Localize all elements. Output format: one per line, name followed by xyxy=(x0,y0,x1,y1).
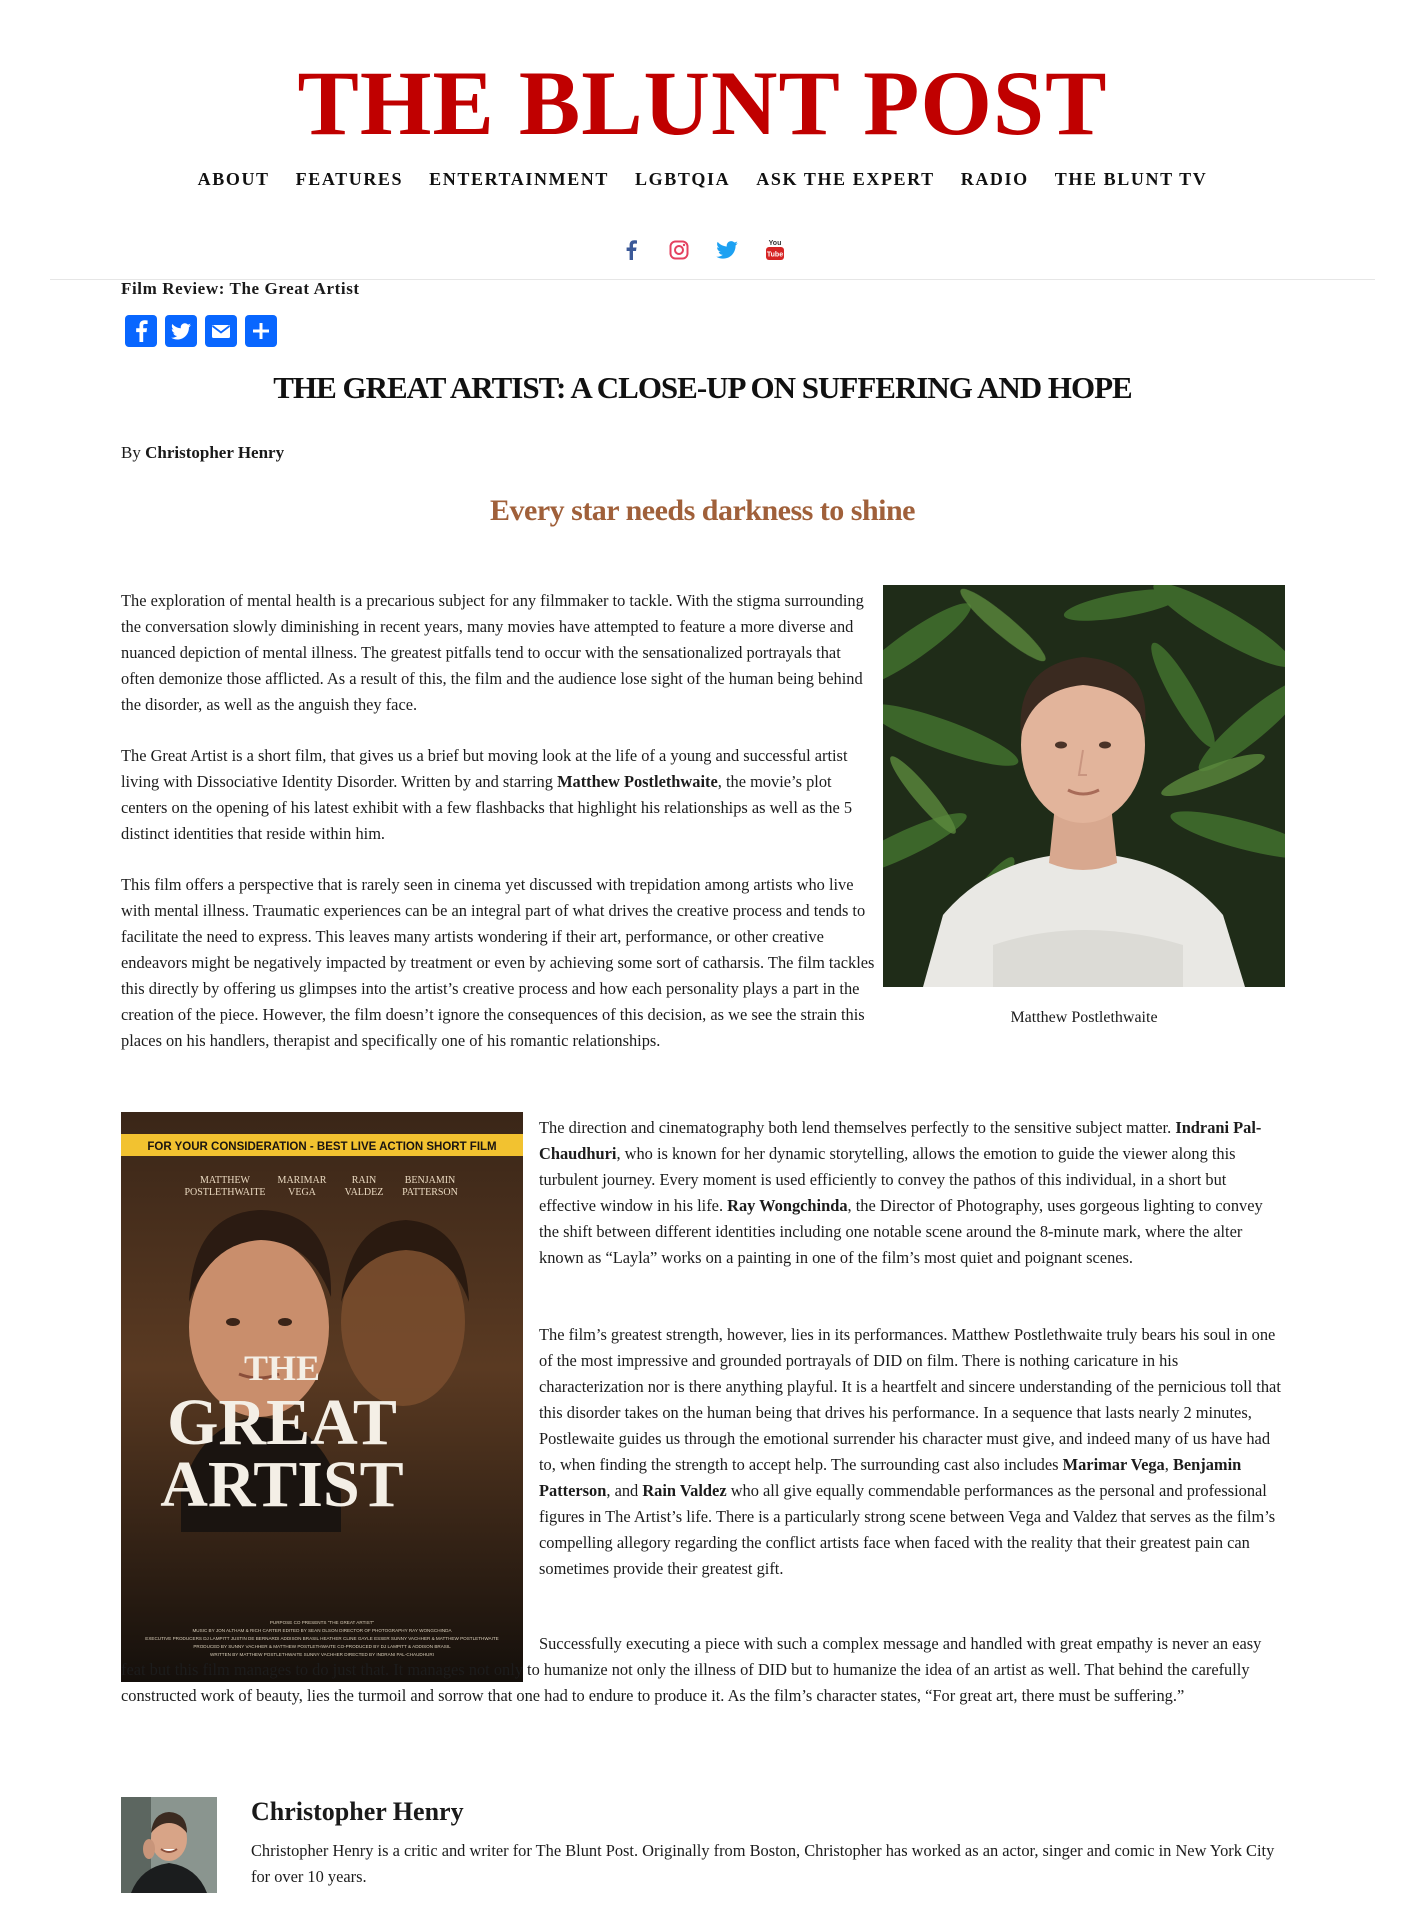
paragraph-4-text-a: The direction and cinematography both lend themselves perfectly to the sensitive subject matter. xyxy=(539,1118,1176,1137)
byline-prefix: By xyxy=(121,443,141,462)
byline-author[interactable]: Christopher Henry xyxy=(145,443,285,462)
poster-cast-last-1: POSTLETHWAITE xyxy=(184,1187,266,1198)
paragraph-5-text-a: The film’s greatest strength, however, lies in its performances. Matthew Postlethwaite truly bears his soul in one of the most impressive and grounded portrayals of DID on film. There is nothing caricature in his characterization nor is there anything playful. It is a heartfelt and sincere understanding of the pernicious toll that this disorder takes on the human being that drives his performance. In a sequence that lasts nearly 2 minutes, Postlewaite guides us through the emotional surrender his character must give, and indeed many of us have had to, when finding the strength to accept help. The surrounding cast also includes xyxy=(539,1325,1281,1474)
poster-credit-4: PRODUCED BY SUNNY VACHHER & MATTHEW POSTLETHWAITE CO-PRODUCED BY DJ LAMPITT & ADDISON BRASIL xyxy=(193,1644,451,1649)
paragraph-5-bold-vega: Marimar Vega xyxy=(1062,1455,1165,1474)
nav-the-blunt-tv[interactable]: THE BLUNT TV xyxy=(1054,169,1208,189)
paragraph-4-bold-director: Indrani Pal-Chaudhuri xyxy=(539,1118,1262,1163)
breadcrumb: Film Review: The Great Artist xyxy=(121,279,360,298)
paragraph-5 xyxy=(539,1322,1285,1582)
the-great-artist-poster xyxy=(121,1112,523,1682)
poster-credit-1: PURPOSE CO PRESENTS "THE GREAT ARTIST" xyxy=(269,1620,375,1625)
share-plus-icon[interactable] xyxy=(245,315,277,347)
article-headline: THE GREAT ARTIST: A CLOSE-UP ON SUFFERING AND HOPE xyxy=(273,370,1132,405)
poster-credit-3: EXECUTIVE PRODUCERS DJ LAMPITT JUSTIN DE BERNARDI ADDISON BRASIL HEATHER CLINE GAYLE ESSER SUNNY VACHHER & MATTHEW POSTLETHWAITE xyxy=(145,1636,499,1641)
facebook-icon[interactable] xyxy=(619,238,643,262)
poster-cast-last-3: VALDEZ xyxy=(344,1187,384,1198)
nav-entertainment[interactable]: ENTERTAINMENT xyxy=(429,169,610,189)
paragraph-4-text-c: , the Director of Photography, uses gorgeous lighting to convey the shift between different identities including one notable scene around the 8-minute mark, where the alter known as “Layla” works on a painting in one of the film’s most quiet and poignant scenes. xyxy=(539,1196,1263,1267)
poster-credit-2: MUSIC BY JON ALTHAM & RICH CARTER EDITED BY SEAN OLSON DIRECTOR OF PHOTOGRAPHY RAY WONGCHINDA xyxy=(192,1628,452,1633)
svg-text:You: You xyxy=(768,240,781,247)
paragraph-6: Successfully executing a piece with such a complex message and handled with great empathy is never an easy feat but this film manages to do just that. It manages not only to humanize not only the illness of DID but to humanize the idea of an artist as well. That behind the carefully constructed work of beauty, lies the turmoil and sorrow that one had to endure to produce it. As the film’s character states, “For great art, there must be suffering.” xyxy=(121,1634,1262,1705)
poster-cast-first-3: RAIN xyxy=(351,1175,377,1186)
nav-lgbtqia[interactable]: LGBTQIA xyxy=(635,169,731,189)
paragraph-2 xyxy=(121,743,876,847)
matthew-postlethwaite-photo xyxy=(883,585,1285,987)
nav-about[interactable]: ABOUT xyxy=(197,169,270,189)
paragraph-2-text-a: The Great Artist is a short film, that gives us a brief but moving look at the life of a young and successful artist living with Dissociative Identity Disorder. Written by and starring xyxy=(121,746,848,791)
byline xyxy=(121,441,284,465)
paragraph-4 xyxy=(539,1115,1285,1271)
paragraph-5-text-b: who all give equally commendable performances as the personal and professional figures in The Artist’s life. There is a particularly strong scene between Vega and Valdez that serves as the film’s compelling allegory regarding the conflict artists face when faced with the reality that their greatest pain can sometimes provide their greatest gift. xyxy=(539,1481,1276,1578)
photo-caption: Matthew Postlethwaite xyxy=(1010,1009,1158,1026)
article-tagline: Every star needs darkness to shine xyxy=(490,494,915,527)
poster-title-artist: ARTIST xyxy=(160,1448,404,1521)
share-buttons xyxy=(125,315,277,347)
poster-cast-last-4: PATTERSON xyxy=(402,1187,458,1198)
poster-title-the: THE xyxy=(243,1348,321,1388)
poster-title-great: GREAT xyxy=(167,1386,397,1459)
instagram-icon[interactable] xyxy=(667,238,691,262)
nav-ask-the-expert[interactable]: ASK THE EXPERT xyxy=(756,169,935,189)
paragraph-4-bold-dop: Ray Wongchinda xyxy=(727,1196,848,1215)
main-nav xyxy=(0,166,1405,192)
social-links xyxy=(0,238,1405,262)
paragraph-1: The exploration of mental health is a precarious subject for any filmmaker to tackle. With the stigma surrounding the conversation slowly diminishing in recent years, many movies have attempted to feature a more diverse and nuanced depiction of mental illness. The greatest pitfalls tend to occur with the sensationalized portrayals that often demonize those afflicted. As a result of this, the film and the audience lose sight of the human being behind the disorder, as well as the anguish they face. xyxy=(121,591,864,714)
nav-features[interactable]: FEATURES xyxy=(295,169,404,189)
paragraph-4-text-b: , who is known for her dynamic storytelling, allows the emotion to guide the viewer along this turbulent journey. Every moment is used efficiently to convey the pathos of this individual, in a short but effective window in his life. xyxy=(539,1144,1236,1215)
share-facebook-icon[interactable] xyxy=(125,315,157,347)
author-name[interactable]: Christopher Henry xyxy=(251,1797,464,1826)
svg-text:Tube: Tube xyxy=(766,251,783,259)
share-email-icon[interactable] xyxy=(205,315,237,347)
paragraph-5-bold-valdez: Rain Valdez xyxy=(642,1481,727,1500)
twitter-icon[interactable] xyxy=(715,238,739,262)
poster-cast-last-2: VEGA xyxy=(288,1187,316,1198)
paragraph-5-sep-1: , xyxy=(1164,1455,1173,1474)
author-bio: Christopher Henry is a critic and writer for The Blunt Post. Originally from Boston, Christopher has worked as an actor, singer and comic in New York City for over 10 years. xyxy=(251,1841,1275,1886)
share-twitter-icon[interactable] xyxy=(165,315,197,347)
paragraph-2-bold-name: Matthew Postlethwaite xyxy=(557,772,718,791)
paragraph-5-sep-2: , and xyxy=(606,1481,643,1500)
author-avatar xyxy=(121,1797,217,1893)
site-logo[interactable]: THE BLUNT POST xyxy=(297,52,1108,154)
paragraph-5-bold-patterson: Benjamin Patterson xyxy=(539,1455,1242,1500)
poster-cast-first-1: MATTHEW xyxy=(200,1175,250,1186)
poster-cast-first-2: MARIMAR xyxy=(277,1175,327,1186)
paragraph-3: This film offers a perspective that is rarely seen in cinema yet discussed with trepidation among artists who live with mental illness. Traumatic experiences can be an integral part of what drives the creative process and tends to facilitate the need to express. This leaves many artists wondering if their art, performance, or other creative endeavors might be negatively impacted by treatment or even by achieving some sort of catharsis. The film tackles this directly by offering us glimpses into the artist’s creative process and how each personality plays a part in the creation of the piece. However, the film doesn’t ignore the consequences of this decision, as we see the strain this places on his handlers, therapist and specifically one of his romantic relationships. xyxy=(121,875,875,1050)
youtube-icon[interactable] xyxy=(763,238,787,262)
poster-banner-text: FOR YOUR CONSIDERATION - BEST LIVE ACTION SHORT FILM xyxy=(147,1141,497,1153)
nav-radio[interactable]: RADIO xyxy=(960,169,1029,189)
poster-credit-5: WRITTEN BY MATTHEW POSTLETHWAITE SUNNY VACHHER DIRECTED BY INDRANI PAL-CHAUDHURI xyxy=(210,1652,434,1657)
poster-cast-first-4: BENJAMIN xyxy=(404,1175,456,1186)
paragraph-2-text-b: , the movie’s plot centers on the opening of his latest exhibit with a few flashbacks that highlight his relationships as well as the 5 distinct identities that reside within him. xyxy=(121,772,853,843)
